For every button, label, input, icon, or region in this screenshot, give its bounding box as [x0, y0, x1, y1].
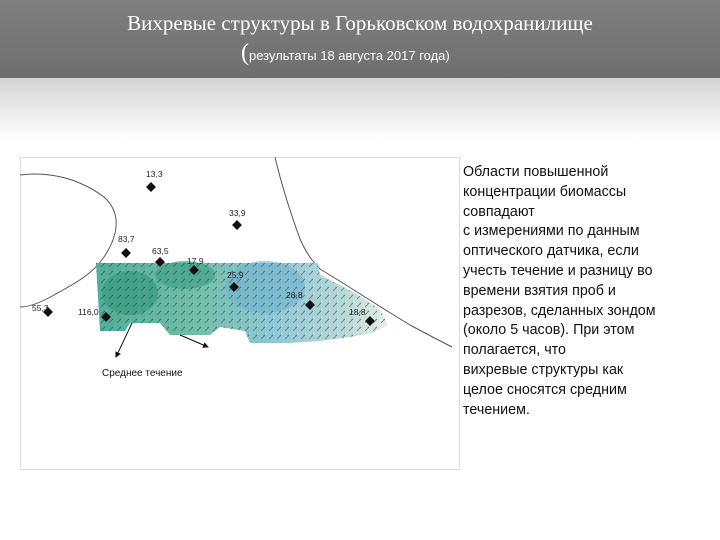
- description-line: вихревые структуры как: [463, 361, 624, 378]
- station-label: 63,5: [152, 246, 169, 256]
- subtitle-paren: (: [241, 40, 249, 66]
- station-label: 25,9: [227, 270, 244, 280]
- station-label: 33,9: [229, 208, 246, 218]
- slide-header: [0, 0, 720, 78]
- station-label: 28,8: [286, 290, 303, 300]
- mean-current-label: Среднее течение: [102, 368, 183, 379]
- description-line: времени взятия проб и: [463, 282, 616, 299]
- description-line: концентрации биомассы: [463, 183, 627, 200]
- description-line: совпадают: [463, 203, 535, 220]
- description-line: Области повышенной: [463, 164, 609, 180]
- station-label: 55,3: [32, 303, 49, 313]
- description-line: оптического датчика, если: [463, 243, 639, 260]
- subtitle-text: результаты 18 августа 2017 года): [249, 48, 450, 63]
- description-text: [463, 163, 708, 420]
- slide-title: Вихревые структуры в Горьковском водохранилище: [127, 11, 593, 35]
- description-line: (около 5 часов). При этом: [463, 322, 635, 339]
- description-line: полагается, что: [463, 342, 567, 359]
- description-line: учесть течение и разницу во: [463, 262, 653, 279]
- reservoir-map: [20, 157, 460, 470]
- description-line: целое сносятся средним: [463, 381, 627, 398]
- slide-subtitle: [241, 40, 450, 67]
- station-label: 18,8: [349, 307, 366, 317]
- header-gradient-band: [0, 78, 720, 140]
- description-line: с измерениями по данным: [463, 223, 640, 240]
- station-label: 116,0: [78, 307, 99, 317]
- description-line: разрезов, сделанных зондом: [463, 302, 656, 319]
- station-label: 17,9: [187, 256, 204, 266]
- station-label: 13,3: [146, 169, 163, 179]
- station-label: 83,7: [118, 234, 135, 244]
- description-line: течением.: [463, 401, 530, 418]
